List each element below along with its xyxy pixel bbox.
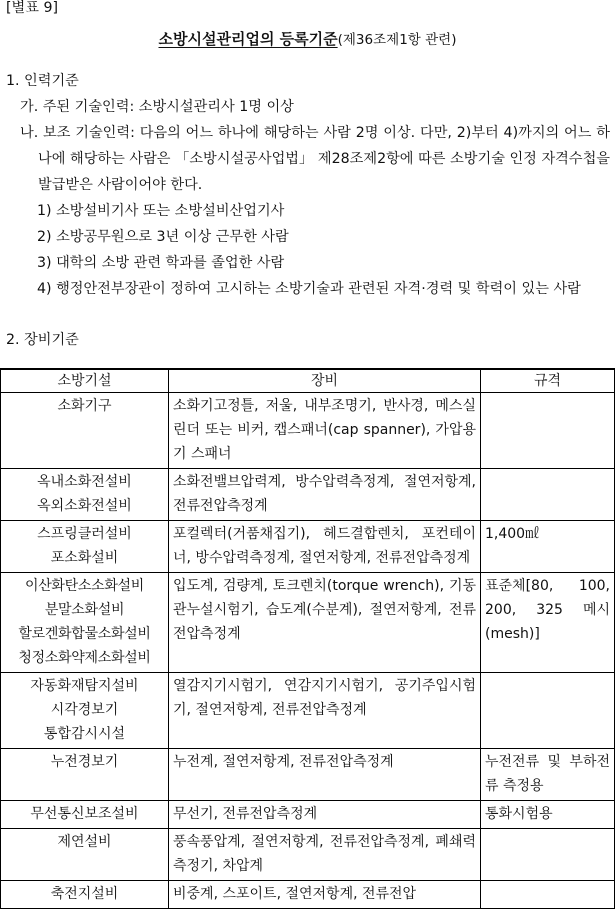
table-row	[1, 521, 615, 573]
equipment-cell: 소화전밸브압력계, 방수압력측정계, 절연저항계, 전류전압측정계	[169, 469, 481, 521]
table-row	[1, 469, 615, 521]
facility-name: 이산화탄소소화설비	[24, 578, 144, 594]
item-assistant-staff	[20, 120, 610, 198]
facility-name: 분말소화설비	[44, 602, 125, 618]
facility-name: 축전지설비	[50, 886, 119, 902]
item-primary-staff: 가. 주된 기술인력: 소방시설관리사 1명 이상	[20, 99, 294, 115]
subitem-3: 3) 대학의 소방 관련 학과를 졸업한 사람	[37, 255, 285, 271]
facility-cell	[1, 393, 169, 469]
facility-cell	[1, 829, 169, 881]
facility-name: 제연설비	[57, 834, 112, 850]
equipment-cell: 소화기고정틀, 저울, 내부조명기, 반사경, 메스실린더 또는 비커, 캡스패너(cap spanner), 가압용기 스패너	[169, 393, 481, 469]
facility-cell	[1, 521, 169, 573]
facility-name: 옥외소화전설비	[37, 498, 132, 514]
facility-cell	[1, 573, 169, 673]
facility-name: 누전경보기	[50, 754, 119, 770]
table-row	[1, 829, 615, 881]
table-row	[1, 801, 615, 829]
facility-name: 포소화설비	[50, 550, 119, 566]
subitem-2: 2) 소방공무원으로 3년 이상 근무한 사람	[37, 229, 289, 245]
facility-cell	[1, 801, 169, 829]
equipment-cell: 풍속풍압계, 절연저항계, 전류전압측정계, 폐쇄력측정기, 차압계	[169, 829, 481, 881]
document-title	[0, 29, 615, 50]
table-header-row	[1, 369, 615, 393]
facility-cell	[1, 881, 169, 909]
spec-cell: 표준체[80, 100, 200, 325 메시(mesh)]	[481, 573, 615, 673]
facility-name: 할로겐화합물소화설비	[18, 626, 151, 642]
equipment-cell: 포컬렉터(거품채집기), 헤드결합렌치, 포컨테이너, 방수압력측정계, 절연저항계, 전류전압측정계	[169, 521, 481, 573]
spec-cell: 통화시험용	[481, 801, 615, 829]
item-assistant-staff-text: 나. 보조 기술인력: 다음의 어느 하나에 해당하는 사람 2명 이상. 다만, 2)부터 4)까지의 어느 하나에 해당하는 사람은 「소방시설공사업법」 제28조제2항에 따른 소방기술 인정 자격수첩을 발급받은 사람이어야 한다.	[20, 125, 610, 193]
subitem-4	[37, 276, 609, 302]
equipment-cell: 비중계, 스포이트, 절연저항계, 전류전압	[169, 881, 481, 909]
spec-cell: 누전전류 및 부하전류 측정용	[481, 749, 615, 801]
table-row	[1, 749, 615, 801]
facility-name: 소화기구	[57, 398, 112, 414]
spec-cell	[481, 673, 615, 749]
table-row	[1, 881, 615, 909]
equipment-cell: 무선기, 전류전압측정계	[169, 801, 481, 829]
spec-cell	[481, 881, 615, 909]
table-row	[1, 393, 615, 469]
title-main: 소방시설관리업의 등록기준	[158, 30, 338, 48]
title-reference: (제36조제1항 관련)	[337, 32, 457, 48]
subitem-4-text: 4) 행정안전부장관이 정하여 고시하는 소방기술과 관련된 자격·경력 및 학력이 있는 사람	[37, 281, 581, 297]
equipment-cell: 입도계, 검량계, 토크렌치(torque wrench), 기동관누설시험기, 습도계(수분계), 절연저항계, 전류전압측정계	[169, 573, 481, 673]
facility-cell	[1, 673, 169, 749]
annex-label: [별표 9]	[6, 0, 59, 16]
equipment-cell: 누전계, 절연저항계, 전류전압측정계	[169, 749, 481, 801]
facility-cell	[1, 469, 169, 521]
equipment-cell: 열감지기시험기, 연감지기시험기, 공기주입시험기, 절연저항계, 전류전압측정계	[169, 673, 481, 749]
section2-heading: 2. 장비기준	[6, 332, 79, 348]
spec-cell	[481, 469, 615, 521]
spec-cell	[481, 393, 615, 469]
spec-cell: 1,400㎖	[481, 521, 615, 573]
facility-name: 스프링클러설비	[37, 526, 132, 542]
facility-name: 옥내소화전설비	[37, 474, 132, 490]
facility-name: 시각경보기	[50, 702, 119, 718]
table-row	[1, 573, 615, 673]
column-header-equipment: 장비	[169, 369, 481, 393]
table-row	[1, 673, 615, 749]
facility-name: 청정소화약제소화설비	[18, 650, 151, 666]
spec-cell	[481, 829, 615, 881]
column-header-facility: 소방기설	[1, 369, 169, 393]
section1-heading: 1. 인력기준	[6, 73, 79, 89]
facility-name: 자동화재탐지설비	[30, 678, 139, 694]
equipment-table	[0, 368, 615, 909]
facility-name: 무선통신보조설비	[30, 806, 139, 822]
facility-name: 통합감시시설	[43, 726, 126, 742]
subitem-1: 1) 소방설비기사 또는 소방설비산업기사	[37, 203, 285, 219]
facility-cell	[1, 749, 169, 801]
column-header-spec: 규격	[481, 369, 615, 393]
